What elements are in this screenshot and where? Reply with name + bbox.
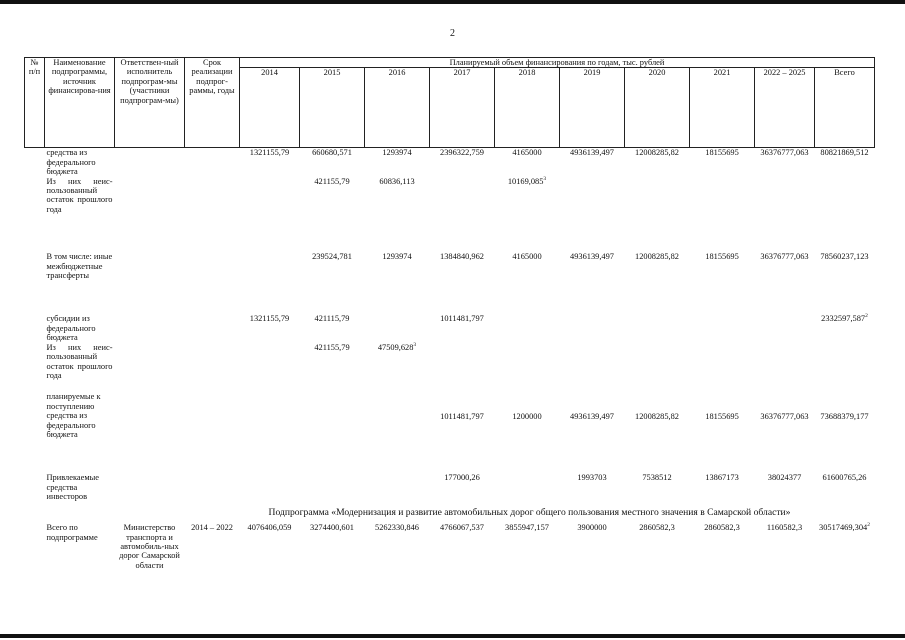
header-implementation-term: Срок реализации подпрог-раммы, годы — [185, 58, 240, 148]
value-cell-text: 1384840,962 — [440, 252, 484, 262]
value-cell-text: 1321155,79 — [249, 148, 290, 158]
page-number: 2 — [450, 28, 455, 39]
responsible-cell — [115, 439, 185, 501]
table-body — [25, 148, 875, 570]
term-cell — [185, 343, 240, 381]
value-cell-text: 36376777,063 — [760, 148, 809, 158]
value-cell — [560, 343, 625, 381]
value-cell — [625, 380, 690, 439]
total-value-cell-text: 5262330,846 — [375, 523, 419, 533]
value-cell-text: 36376777,063 — [760, 412, 809, 422]
source-name-cell-text: планируемые к поступлению средства из федерального бюджета — [46, 392, 101, 439]
header-year-1: 2015 — [300, 68, 365, 148]
value-cell — [560, 177, 625, 215]
total-value-cell — [560, 518, 625, 570]
value-cell-text: 239524,781 — [312, 252, 352, 262]
total-term-cell — [185, 518, 240, 570]
value-cell-text: 60836,113 — [379, 176, 415, 186]
value-cell-text: 421155,79 — [314, 176, 350, 186]
value-cell — [430, 280, 495, 342]
value-cell — [240, 439, 300, 501]
value-cell-text: 1293974 — [382, 148, 412, 158]
table-row — [25, 343, 875, 381]
value-cell — [690, 177, 755, 215]
value-cell — [815, 380, 875, 439]
total-value-cell — [495, 518, 560, 570]
value-cell — [430, 177, 495, 215]
value-cell — [430, 214, 495, 280]
value-cell — [240, 380, 300, 439]
value-cell-text: 13867173 — [705, 473, 739, 483]
value-cell-text: 1293974 — [382, 252, 412, 262]
header-year-2: 2016 — [365, 68, 430, 148]
value-cell — [495, 177, 560, 215]
value-cell-text: 4936139,497 — [570, 412, 614, 422]
value-cell — [815, 439, 875, 501]
value-cell — [815, 343, 875, 381]
section-spacer — [115, 502, 185, 519]
total-responsible-cell — [115, 518, 185, 570]
value-cell-text: 18155695 — [705, 252, 739, 262]
total-name-cell-text: Всего по подпрограмме — [46, 523, 98, 542]
value-cell — [365, 280, 430, 342]
value-cell — [755, 148, 815, 177]
value-cell-text: 36376777,063 — [760, 252, 809, 262]
value-cell — [495, 280, 560, 342]
source-name-cell-text: В том числе: иные межбюджетные трансферты — [46, 252, 113, 281]
footnote-mark: 2 — [865, 313, 868, 320]
responsible-cell — [115, 380, 185, 439]
table-row — [25, 177, 875, 215]
header-year-3: 2017 — [430, 68, 495, 148]
header-responsible-executor: Ответствен-ный исполнитель подпрограм-мы (участники подпрограм-мы) — [115, 58, 185, 148]
financing-table — [24, 57, 875, 570]
responsible-cell — [115, 343, 185, 381]
value-cell — [690, 380, 755, 439]
value-cell-text: 12008285,82 — [635, 252, 679, 262]
value-cell-text: 10169,085 — [507, 176, 544, 186]
value-cell — [240, 214, 300, 280]
value-cell-text: 7538512 — [642, 473, 672, 483]
header-year-0: 2014 — [240, 68, 300, 148]
header-row-number: № п/п — [25, 58, 45, 148]
subprogram-total-row — [25, 518, 875, 570]
responsible-cell — [115, 177, 185, 215]
table-row — [25, 148, 875, 177]
value-cell — [690, 214, 755, 280]
value-cell-text: 660680,571 — [312, 148, 352, 158]
responsible-cell — [115, 148, 185, 177]
header-planned-financing: Планируемый объем финансирования по годам, тыс. рублей — [240, 58, 875, 68]
table-row — [25, 439, 875, 501]
value-cell-text: 1321155,79 — [249, 314, 290, 324]
source-name-cell — [45, 214, 115, 280]
value-cell — [240, 343, 300, 381]
value-cell — [815, 177, 875, 215]
value-cell — [625, 148, 690, 177]
value-cell-text: 73688379,177 — [820, 412, 869, 422]
total-value-cell-text: 3900000 — [577, 523, 607, 533]
header-year-6: 2020 — [625, 68, 690, 148]
source-name-cell — [45, 280, 115, 342]
value-cell — [430, 343, 495, 381]
value-cell — [815, 148, 875, 177]
value-cell-text: 12008285,82 — [635, 412, 679, 422]
value-cell-text: 47509,628 — [377, 342, 414, 352]
value-cell-text: 1011481,797 — [440, 412, 484, 422]
scan-bottom-border — [0, 634, 905, 638]
value-cell — [495, 439, 560, 501]
value-cell — [625, 439, 690, 501]
header-year-8: 2022 – 2025 — [755, 68, 815, 148]
value-cell — [560, 380, 625, 439]
value-cell — [690, 280, 755, 342]
total-value-cell — [365, 518, 430, 570]
value-cell-text: 12008285,82 — [635, 148, 679, 158]
value-cell-text: 2332597,587 — [821, 314, 866, 324]
total-value-cell — [815, 518, 875, 570]
responsible-cell — [115, 280, 185, 342]
table-row — [25, 214, 875, 280]
value-cell — [240, 177, 300, 215]
header-subprogram-name: Наименование подпрограммы, источник финансирова-ния — [45, 58, 115, 148]
value-cell — [815, 214, 875, 280]
value-cell — [430, 148, 495, 177]
source-name-cell-text: Из них неис-пользованный остаток прошлого года — [46, 176, 113, 214]
total-name-cell — [45, 518, 115, 570]
value-cell-text: 4936139,497 — [570, 148, 614, 158]
table-row — [25, 280, 875, 342]
value-cell — [755, 177, 815, 215]
footnote-mark: 2 — [867, 522, 870, 529]
row-number-cell — [25, 380, 45, 439]
header-year-9: Всего — [815, 68, 875, 148]
total-value-cell-text: 2860582,3 — [639, 523, 675, 533]
total-value-cell — [300, 518, 365, 570]
value-cell — [625, 343, 690, 381]
scan-top-border — [0, 0, 905, 4]
source-name-cell — [45, 343, 115, 381]
value-cell-text: 61600765,26 — [822, 473, 867, 483]
value-cell — [690, 439, 755, 501]
source-name-cell — [45, 177, 115, 215]
value-cell-text: 38024377 — [767, 473, 802, 483]
value-cell — [300, 177, 365, 215]
value-cell-text: 80821869,512 — [820, 148, 869, 158]
source-name-cell-text: Привлекаемые средства инвесторов — [46, 473, 99, 502]
row-number-cell — [25, 177, 45, 215]
value-cell — [755, 214, 815, 280]
value-cell — [625, 214, 690, 280]
value-cell-text: 4936139,497 — [570, 252, 614, 262]
header-year-7: 2021 — [690, 68, 755, 148]
value-cell — [560, 439, 625, 501]
value-cell-text: 4165000 — [512, 252, 542, 262]
value-cell — [300, 148, 365, 177]
total-value-cell-text: 2860582,3 — [704, 523, 740, 533]
value-cell — [240, 280, 300, 342]
value-cell-text: 177000,26 — [444, 473, 480, 483]
value-cell — [365, 343, 430, 381]
responsible-cell — [115, 214, 185, 280]
value-cell — [300, 343, 365, 381]
value-cell — [690, 148, 755, 177]
value-cell-text: 78560237,123 — [820, 252, 869, 262]
value-cell — [495, 380, 560, 439]
value-cell — [430, 380, 495, 439]
value-cell-text: 421115,79 — [314, 314, 350, 324]
row-number-cell — [25, 280, 45, 342]
total-value-cell-text: 3855947,157 — [505, 523, 549, 533]
source-name-cell — [45, 380, 115, 439]
source-name-cell-text: средства из федерального бюджета — [46, 148, 96, 177]
total-value-cell — [690, 518, 755, 570]
header-year-5: 2019 — [560, 68, 625, 148]
section-title-text: Подпрограмма «Модернизация и развитие автомобильных дорог общего пользования местного значения в Самарской области» — [268, 506, 791, 518]
value-cell-text: 1993703 — [577, 473, 607, 483]
value-cell — [815, 280, 875, 342]
value-cell — [365, 177, 430, 215]
total-value-cell-text: 4076406,059 — [247, 523, 292, 533]
total-responsible-cell-text: Министерство транспорта и автомобиль-ных дорог Самарской области — [119, 523, 180, 570]
value-cell — [495, 343, 560, 381]
value-cell — [365, 439, 430, 501]
value-cell-text: 4165000 — [512, 148, 542, 158]
term-cell — [185, 148, 240, 177]
value-cell — [365, 148, 430, 177]
footnote-mark: 3 — [413, 341, 417, 348]
source-name-cell — [45, 148, 115, 177]
value-cell — [365, 214, 430, 280]
section-spacer — [45, 502, 115, 519]
total-value-cell — [625, 518, 690, 570]
value-cell — [300, 280, 365, 342]
value-cell — [560, 280, 625, 342]
term-cell — [185, 214, 240, 280]
term-cell — [185, 177, 240, 215]
term-cell — [185, 280, 240, 342]
term-cell — [185, 380, 240, 439]
value-cell — [690, 343, 755, 381]
source-name-cell-text: Из них неис-пользованный остаток прошлого года — [46, 342, 113, 380]
total-value-cell — [240, 518, 300, 570]
value-cell — [755, 380, 815, 439]
total-value-cell-text: 1160582,3 — [766, 523, 803, 533]
value-cell — [755, 280, 815, 342]
row-number-cell — [25, 343, 45, 381]
value-cell-text: 18155695 — [705, 148, 739, 158]
row-number-cell — [25, 214, 45, 280]
total-value-cell — [755, 518, 815, 570]
source-name-cell-text: субсидии из федерального бюджета — [46, 314, 96, 343]
value-cell-text: 1200000 — [512, 412, 542, 422]
value-cell — [560, 148, 625, 177]
section-title-row — [25, 502, 875, 519]
table-row — [25, 380, 875, 439]
row-number-cell — [25, 439, 45, 501]
value-cell — [560, 214, 625, 280]
total-term-cell-text: 2014 – 2022 — [191, 523, 233, 533]
total-value-cell-text: 4766067,537 — [440, 523, 484, 533]
value-cell — [240, 148, 300, 177]
total-value-cell-text: 30517469,304 — [819, 523, 868, 533]
source-name-cell — [45, 439, 115, 501]
header-year-4: 2018 — [495, 68, 560, 148]
section-spacer — [25, 502, 45, 519]
total-value-cell — [430, 518, 495, 570]
value-cell-text: 2396322,759 — [440, 148, 484, 158]
term-cell — [185, 439, 240, 501]
value-cell — [300, 380, 365, 439]
table-header — [25, 58, 875, 148]
value-cell — [625, 177, 690, 215]
value-cell — [300, 214, 365, 280]
value-cell-text: 18155695 — [705, 412, 739, 422]
footnote-mark: 3 — [543, 175, 547, 182]
value-cell — [755, 343, 815, 381]
value-cell — [430, 439, 495, 501]
value-cell — [755, 439, 815, 501]
value-cell-text: 421155,79 — [314, 342, 350, 352]
value-cell — [365, 380, 430, 439]
total-value-cell-text: 3274400,601 — [310, 523, 354, 533]
value-cell — [495, 148, 560, 177]
value-cell — [300, 439, 365, 501]
value-cell — [625, 280, 690, 342]
row-number-cell — [25, 518, 45, 570]
value-cell — [495, 214, 560, 280]
section-title — [185, 502, 875, 519]
row-number-cell — [25, 148, 45, 177]
value-cell-text: 1011481,797 — [440, 314, 484, 324]
